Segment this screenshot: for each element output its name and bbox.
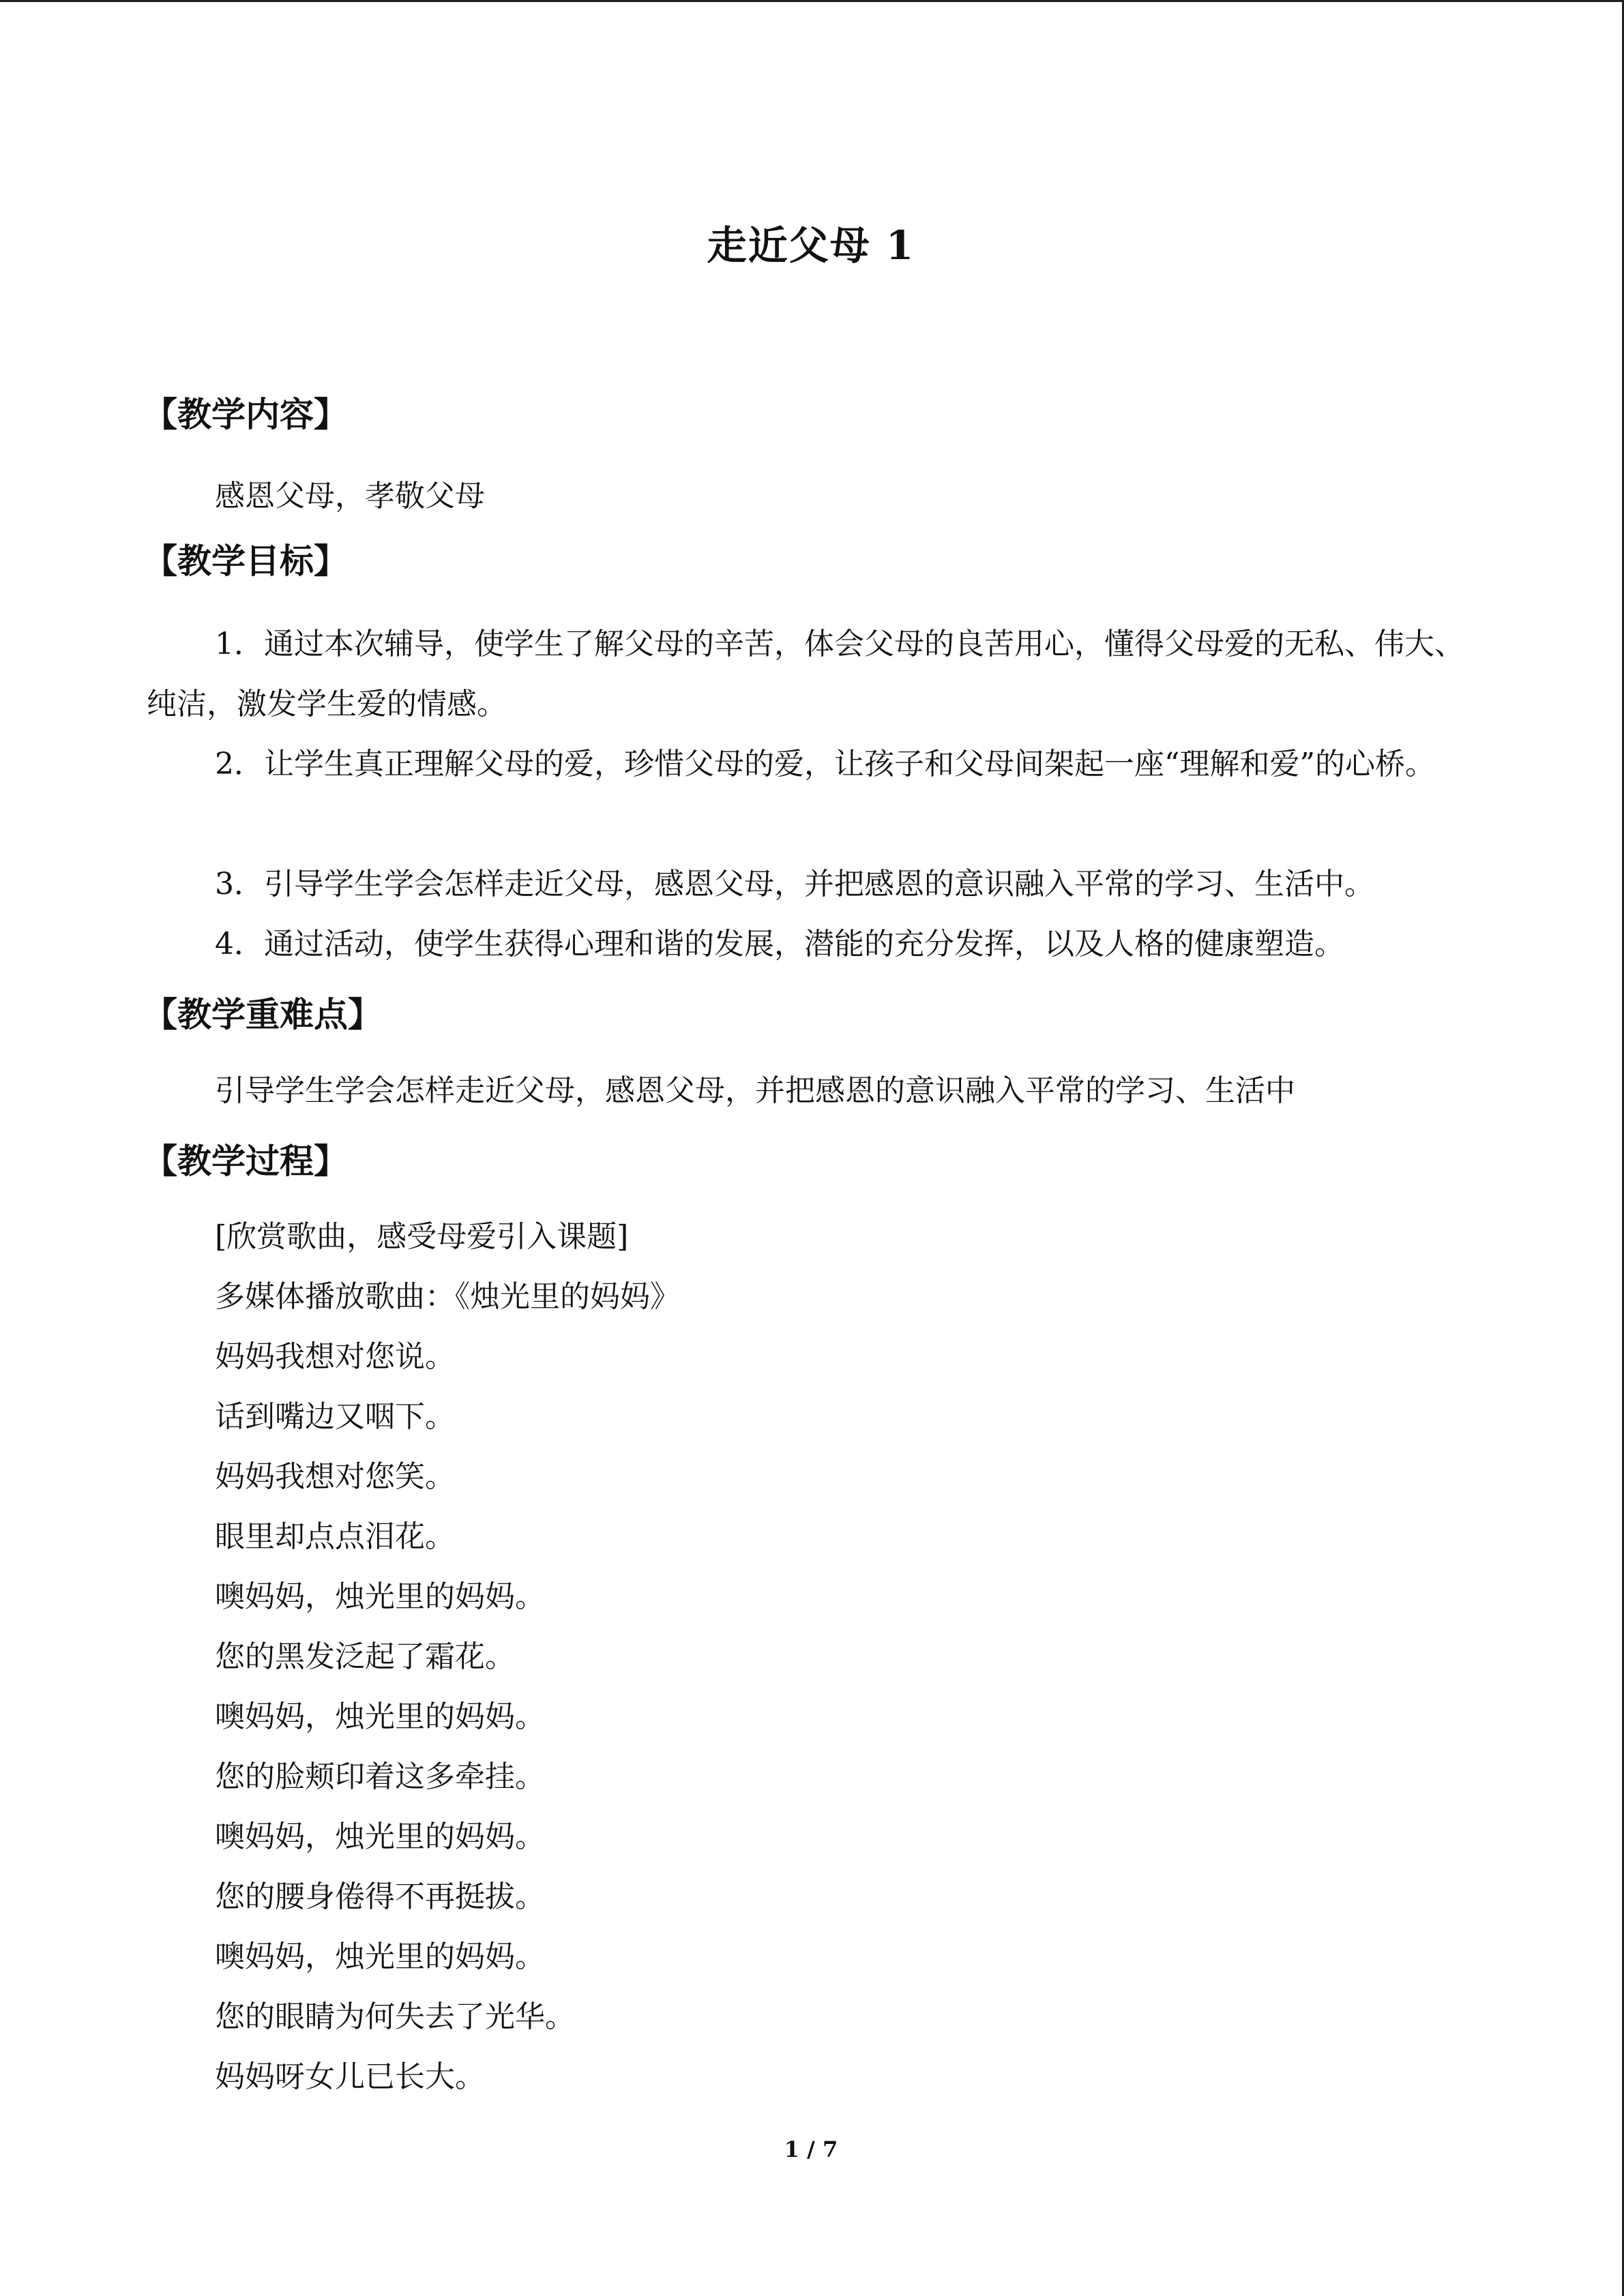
lyric-line: 噢妈妈，烛光里的妈妈。 (215, 1939, 545, 1974)
goal-item-4: 4．通过活动，使学生获得心理和谐的发展，潜能的充分发挥，以及人格的健康塑造。 (215, 927, 1344, 961)
section-heading-process: 【教学过程】 (143, 1142, 348, 1181)
goal-item-3: 3．引导学生学会怎样走近父母，感恩父母，并把感恩的意识融入平常的学习、生活中。 (215, 867, 1374, 901)
section-heading-key-points: 【教学重难点】 (143, 995, 382, 1034)
section-heading-content: 【教学内容】 (143, 395, 348, 434)
lyric-line: 您的眼睛为何失去了光华。 (215, 1999, 575, 2034)
goal-item-2: 2．让学生真正理解父母的爱，珍惜父母的爱，让孩子和父母间架起一座“理解和爱”的心桥。 (215, 747, 1435, 781)
lyric-line: 噢妈妈，烛光里的妈妈。 (215, 1699, 545, 1734)
lyric-line: 妈妈我想对您说。 (215, 1339, 455, 1374)
process-line: 多媒体播放歌曲：《烛光里的妈妈》 (215, 1279, 680, 1314)
lyric-line: 妈妈我想对您笑。 (215, 1459, 455, 1494)
content-text: 感恩父母，孝敬父母 (215, 479, 485, 513)
lyric-line: 您的脸颊印着这多牵挂。 (215, 1759, 545, 1794)
lyric-line: 您的腰身倦得不再挺拔。 (215, 1879, 545, 1914)
goal-item-1: 1．通过本次辅导，使学生了解父母的辛苦，体会父母的良苦用心，懂得父母爱的无私、伟大、纯洁，激发学生爱的情感。 (147, 627, 1464, 721)
lyric-line: 妈妈呀女儿已长大。 (215, 2059, 485, 2094)
lyric-line: 眼里却点点泪花。 (215, 1519, 455, 1554)
page-indicator: 1 / 7 (784, 2136, 838, 2162)
page-title: 走近父母 1 (707, 222, 915, 269)
lyric-line: 噢妈妈，烛光里的妈妈。 (215, 1819, 545, 1854)
section-heading-goals: 【教学目标】 (143, 541, 348, 581)
lyric-line: 您的黑发泛起了霜花。 (215, 1639, 515, 1674)
process-line: [欣赏歌曲，感受母爱引入课题] (215, 1219, 629, 1254)
lyric-line: 话到嘴边又咽下。 (215, 1399, 455, 1434)
lyric-line: 噢妈妈，烛光里的妈妈。 (215, 1579, 545, 1614)
key-points-text: 引导学生学会怎样走近父母，感恩父母，并把感恩的意识融入平常的学习、生活中 (215, 1073, 1295, 1108)
